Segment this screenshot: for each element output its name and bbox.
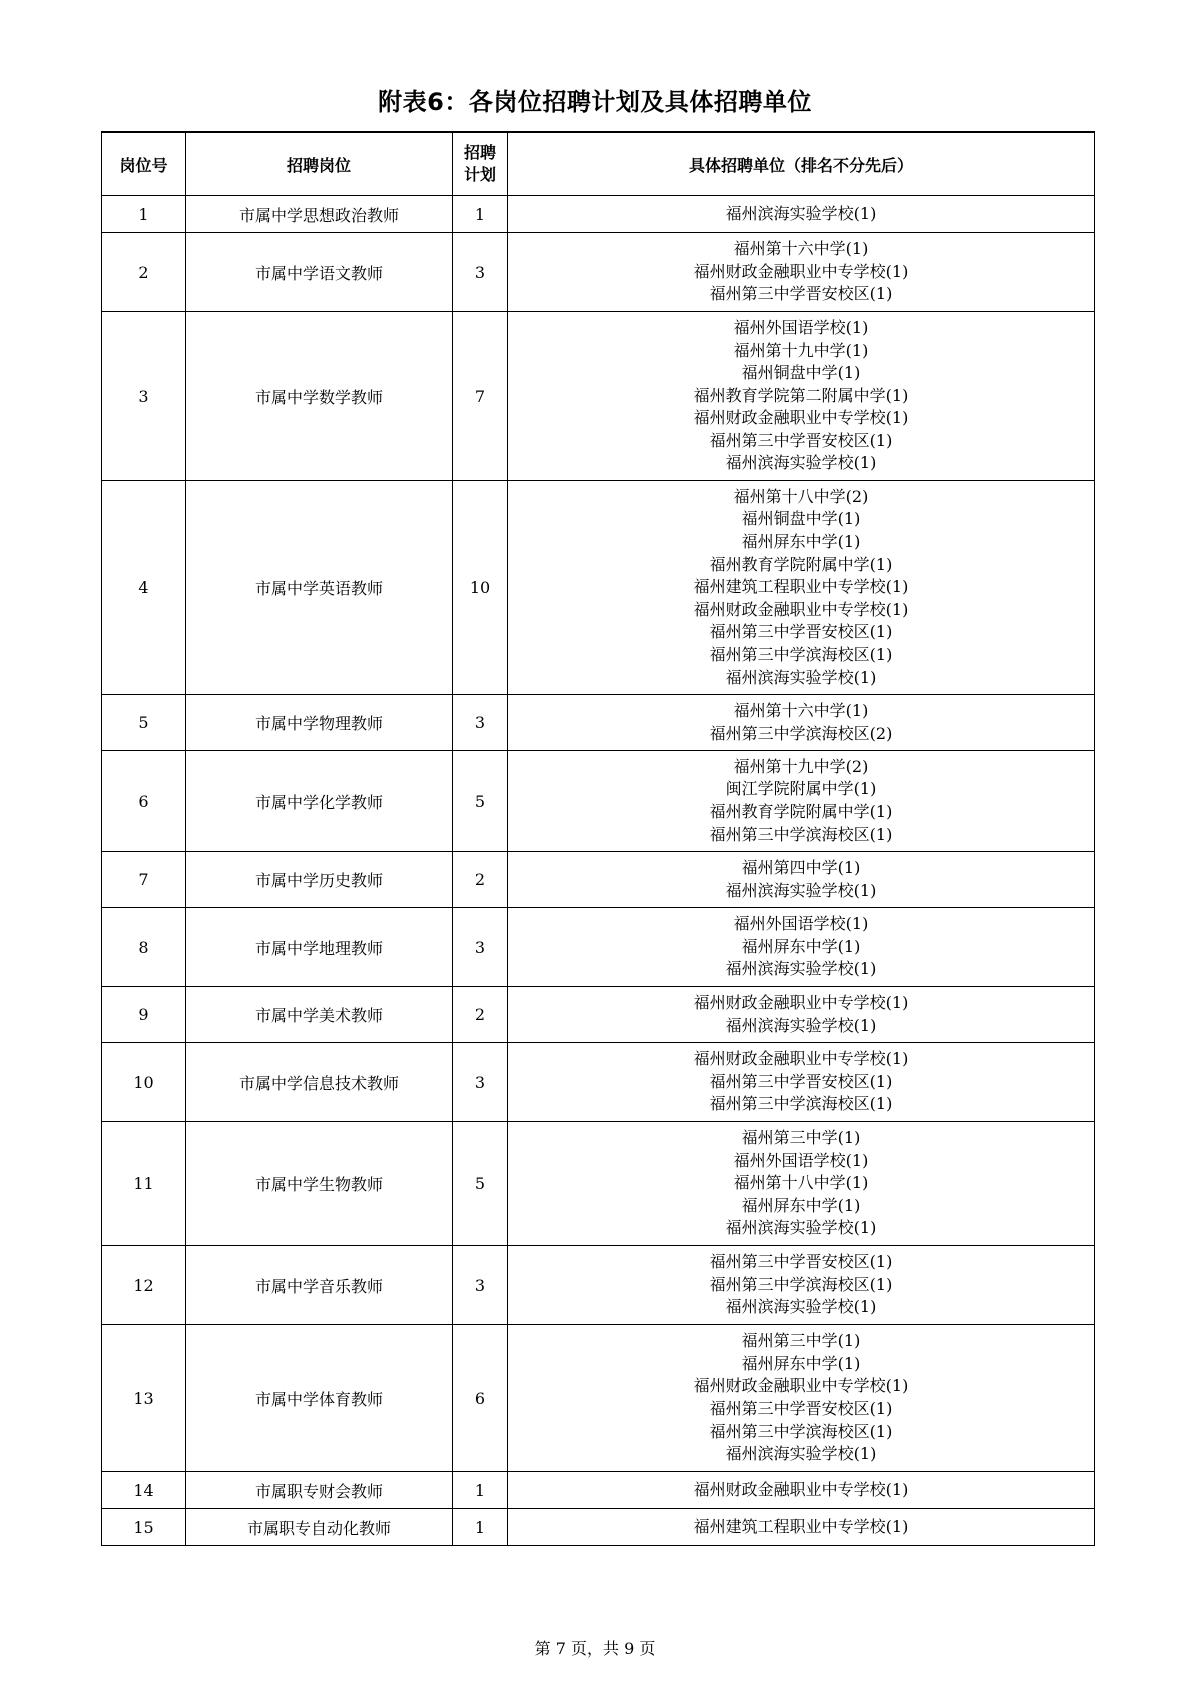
- table-row: [102, 852, 1095, 908]
- cell-position-id: 9: [102, 987, 186, 1043]
- cell-units: [508, 908, 1095, 987]
- unit-item: 福州财政金融职业中专学校(1): [693, 408, 909, 428]
- cell-position-name: 市属中学英语教师: [186, 481, 453, 695]
- table-row: [102, 1122, 1095, 1246]
- table-row: [102, 1325, 1095, 1472]
- table-row: [102, 695, 1095, 751]
- unit-item: 福州屏东中学(1): [741, 936, 861, 956]
- table-row: [102, 1246, 1095, 1325]
- cell-units: [508, 233, 1095, 312]
- table-row: [102, 1043, 1095, 1122]
- unit-item: 福州第十六中学(1): [733, 239, 869, 259]
- unit-item: 福州教育学院附属中学(1): [709, 554, 893, 574]
- unit-item: 福州外国语学校(1): [733, 914, 869, 934]
- cell-position-name: 市属中学美术教师: [186, 987, 453, 1043]
- cell-position-id: 14: [102, 1472, 186, 1509]
- unit-item: 福州滨海实验学校(1): [725, 667, 877, 687]
- cell-position-name: 市属中学地理教师: [186, 908, 453, 987]
- cell-plan-count: 1: [453, 1509, 508, 1546]
- cell-units: [508, 751, 1095, 852]
- unit-item: 福州财政金融职业中专学校(1): [693, 1376, 909, 1396]
- unit-item: 福州滨海实验学校(1): [725, 959, 877, 979]
- unit-item: 福州滨海实验学校(1): [725, 1218, 877, 1238]
- unit-item: 福州铜盘中学(1): [741, 363, 861, 383]
- unit-list: [508, 752, 1094, 850]
- column-header-position: 招聘岗位: [186, 132, 453, 196]
- unit-item: 福州滨海实验学校(1): [725, 1015, 877, 1035]
- recruitment-table: [101, 131, 1095, 1546]
- cell-units: [508, 1509, 1095, 1546]
- table-row: [102, 987, 1095, 1043]
- column-header-id: 岗位号: [102, 132, 186, 196]
- unit-item: 福州财政金融职业中专学校(1): [693, 599, 909, 619]
- unit-item: 福州财政金融职业中专学校(1): [693, 261, 909, 281]
- cell-position-name: 市属职专自动化教师: [186, 1509, 453, 1546]
- cell-position-id: 2: [102, 233, 186, 312]
- unit-item: 福州财政金融职业中专学校(1): [693, 992, 909, 1012]
- cell-units: [508, 1043, 1095, 1122]
- cell-position-id: 7: [102, 852, 186, 908]
- unit-list: [508, 1247, 1094, 1323]
- unit-item: 福州第三中学(1): [741, 1331, 861, 1351]
- cell-plan-count: 7: [453, 312, 508, 481]
- unit-list: [508, 199, 1094, 230]
- cell-position-id: 12: [102, 1246, 186, 1325]
- unit-item: 福州教育学院附属中学(1): [709, 802, 893, 821]
- column-header-plan: [453, 132, 508, 196]
- unit-item: 福州第三中学滨海校区(1): [709, 644, 893, 664]
- unit-item: 福州第三中学滨海校区(1): [709, 1274, 893, 1294]
- unit-item: 福州建筑工程职业中专学校(1): [693, 1516, 909, 1536]
- unit-item: 福州第三中学晋安校区(1): [709, 622, 893, 642]
- unit-list: [508, 853, 1094, 906]
- unit-item: 福州第三中学滨海校区(1): [709, 1421, 893, 1441]
- unit-item: 福州屏东中学(1): [741, 1353, 861, 1373]
- cell-plan-count: 1: [453, 1472, 508, 1509]
- cell-plan-count: 2: [453, 852, 508, 908]
- cell-position-name: 市属中学体育教师: [186, 1325, 453, 1472]
- table-row: [102, 751, 1095, 852]
- unit-item: 福州滨海实验学校(1): [725, 1297, 877, 1317]
- unit-item: 福州屏东中学(1): [741, 532, 861, 552]
- table-row: [102, 312, 1095, 481]
- cell-position-id: 1: [102, 196, 186, 233]
- unit-item: 福州第十九中学(1): [733, 340, 869, 360]
- table-row: [102, 481, 1095, 695]
- unit-item: 福州第四中学(1): [741, 857, 861, 877]
- unit-item: 福州第三中学滨海校区(1): [709, 824, 893, 844]
- unit-item: 福州第三中学晋安校区(1): [709, 1399, 893, 1418]
- unit-list: [508, 313, 1094, 479]
- cell-plan-count: 5: [453, 751, 508, 852]
- unit-item: 福州铜盘中学(1): [741, 509, 861, 529]
- unit-item: 福州建筑工程职业中专学校(1): [693, 577, 909, 597]
- unit-list: [508, 234, 1094, 310]
- cell-units: [508, 1325, 1095, 1472]
- table-row: [102, 1509, 1095, 1546]
- cell-position-id: 6: [102, 751, 186, 852]
- cell-units: [508, 481, 1095, 695]
- column-header-units: 具体招聘单位（排名不分先后）: [508, 132, 1095, 196]
- cell-plan-count: 6: [453, 1325, 508, 1472]
- unit-item: 福州第三中学晋安校区(1): [709, 1252, 893, 1272]
- unit-list: [508, 1123, 1094, 1244]
- cell-position-id: 10: [102, 1043, 186, 1122]
- cell-plan-count: 3: [453, 1246, 508, 1325]
- cell-units: [508, 1122, 1095, 1246]
- cell-units: [508, 196, 1095, 233]
- table-row: [102, 233, 1095, 312]
- cell-position-id: 5: [102, 695, 186, 751]
- table-body: [102, 196, 1095, 1546]
- cell-plan-count: 3: [453, 233, 508, 312]
- unit-item: 福州滨海实验学校(1): [725, 203, 877, 223]
- cell-units: [508, 852, 1095, 908]
- unit-item: 福州第十八中学(2): [733, 486, 869, 506]
- cell-position-id: 13: [102, 1325, 186, 1472]
- unit-item: 福州外国语学校(1): [733, 1150, 869, 1170]
- unit-list: [508, 1475, 1094, 1506]
- unit-item: 福州第十九中学(2): [733, 756, 869, 776]
- cell-plan-count: 2: [453, 987, 508, 1043]
- unit-item: 福州滨海实验学校(1): [725, 880, 877, 900]
- unit-item: 福州屏东中学(1): [741, 1195, 861, 1215]
- cell-position-name: 市属中学物理教师: [186, 695, 453, 751]
- unit-item: 福州第十八中学(1): [733, 1173, 869, 1193]
- cell-position-id: 15: [102, 1509, 186, 1546]
- unit-list: [508, 482, 1094, 693]
- cell-position-name: 市属中学语文教师: [186, 233, 453, 312]
- unit-item: 福州第十六中学(1): [733, 700, 869, 720]
- page-title: 附表6：各岗位招聘计划及具体招聘单位: [378, 88, 812, 116]
- unit-item: 福州第三中学晋安校区(1): [709, 284, 893, 304]
- unit-item: 福州财政金融职业中专学校(1): [693, 1479, 909, 1499]
- unit-list: [508, 1326, 1094, 1470]
- unit-item: 福州第三中学晋安校区(1): [709, 430, 893, 450]
- unit-item: 福州教育学院第二附属中学(1): [693, 385, 909, 405]
- cell-position-name: 市属中学信息技术教师: [186, 1043, 453, 1122]
- unit-list: [508, 1044, 1094, 1120]
- cell-units: [508, 1246, 1095, 1325]
- unit-list: [508, 909, 1094, 985]
- unit-list: [508, 696, 1094, 749]
- cell-units: [508, 1472, 1095, 1509]
- unit-item: 福州第三中学(1): [741, 1128, 861, 1148]
- unit-item: 福州第三中学晋安校区(1): [709, 1071, 893, 1091]
- unit-item: 闽江学院附属中学(1): [725, 779, 877, 799]
- table-row: [102, 1472, 1095, 1509]
- cell-plan-count: 1: [453, 196, 508, 233]
- plan-header-line1: 招聘: [463, 143, 496, 162]
- unit-item: 福州第三中学滨海校区(2): [709, 723, 893, 743]
- cell-plan-count: 3: [453, 1043, 508, 1122]
- cell-position-id: 8: [102, 908, 186, 987]
- cell-plan-count: 10: [453, 481, 508, 695]
- cell-plan-count: 5: [453, 1122, 508, 1246]
- cell-units: [508, 987, 1095, 1043]
- unit-item: 福州滨海实验学校(1): [725, 453, 877, 473]
- cell-position-name: 市属中学化学教师: [186, 751, 453, 852]
- cell-position-id: 11: [102, 1122, 186, 1246]
- cell-units: [508, 695, 1095, 751]
- cell-position-name: 市属中学音乐教师: [186, 1246, 453, 1325]
- unit-list: [508, 988, 1094, 1041]
- cell-position-name: 市属中学历史教师: [186, 852, 453, 908]
- cell-position-name: 市属中学思想政治教师: [186, 196, 453, 233]
- unit-item: 福州外国语学校(1): [733, 317, 869, 337]
- unit-item: 福州第三中学滨海校区(1): [709, 1094, 893, 1114]
- cell-position-id: 3: [102, 312, 186, 481]
- cell-position-name: 市属职专财会教师: [186, 1472, 453, 1509]
- table-row: [102, 908, 1095, 987]
- cell-position-id: 4: [102, 481, 186, 695]
- unit-list: [508, 1512, 1094, 1543]
- unit-item: 福州滨海实验学校(1): [725, 1444, 877, 1464]
- cell-plan-count: 3: [453, 908, 508, 987]
- cell-plan-count: 3: [453, 695, 508, 751]
- plan-header-line2: 计划: [463, 165, 496, 184]
- cell-units: [508, 312, 1095, 481]
- cell-position-name: 市属中学数学教师: [186, 312, 453, 481]
- unit-item: 福州财政金融职业中专学校(1): [693, 1049, 909, 1069]
- cell-position-name: 市属中学生物教师: [186, 1122, 453, 1246]
- table-row: [102, 196, 1095, 233]
- table-header-row: [102, 132, 1095, 196]
- page-footer: 第 7 页，共 9 页: [534, 1639, 656, 1658]
